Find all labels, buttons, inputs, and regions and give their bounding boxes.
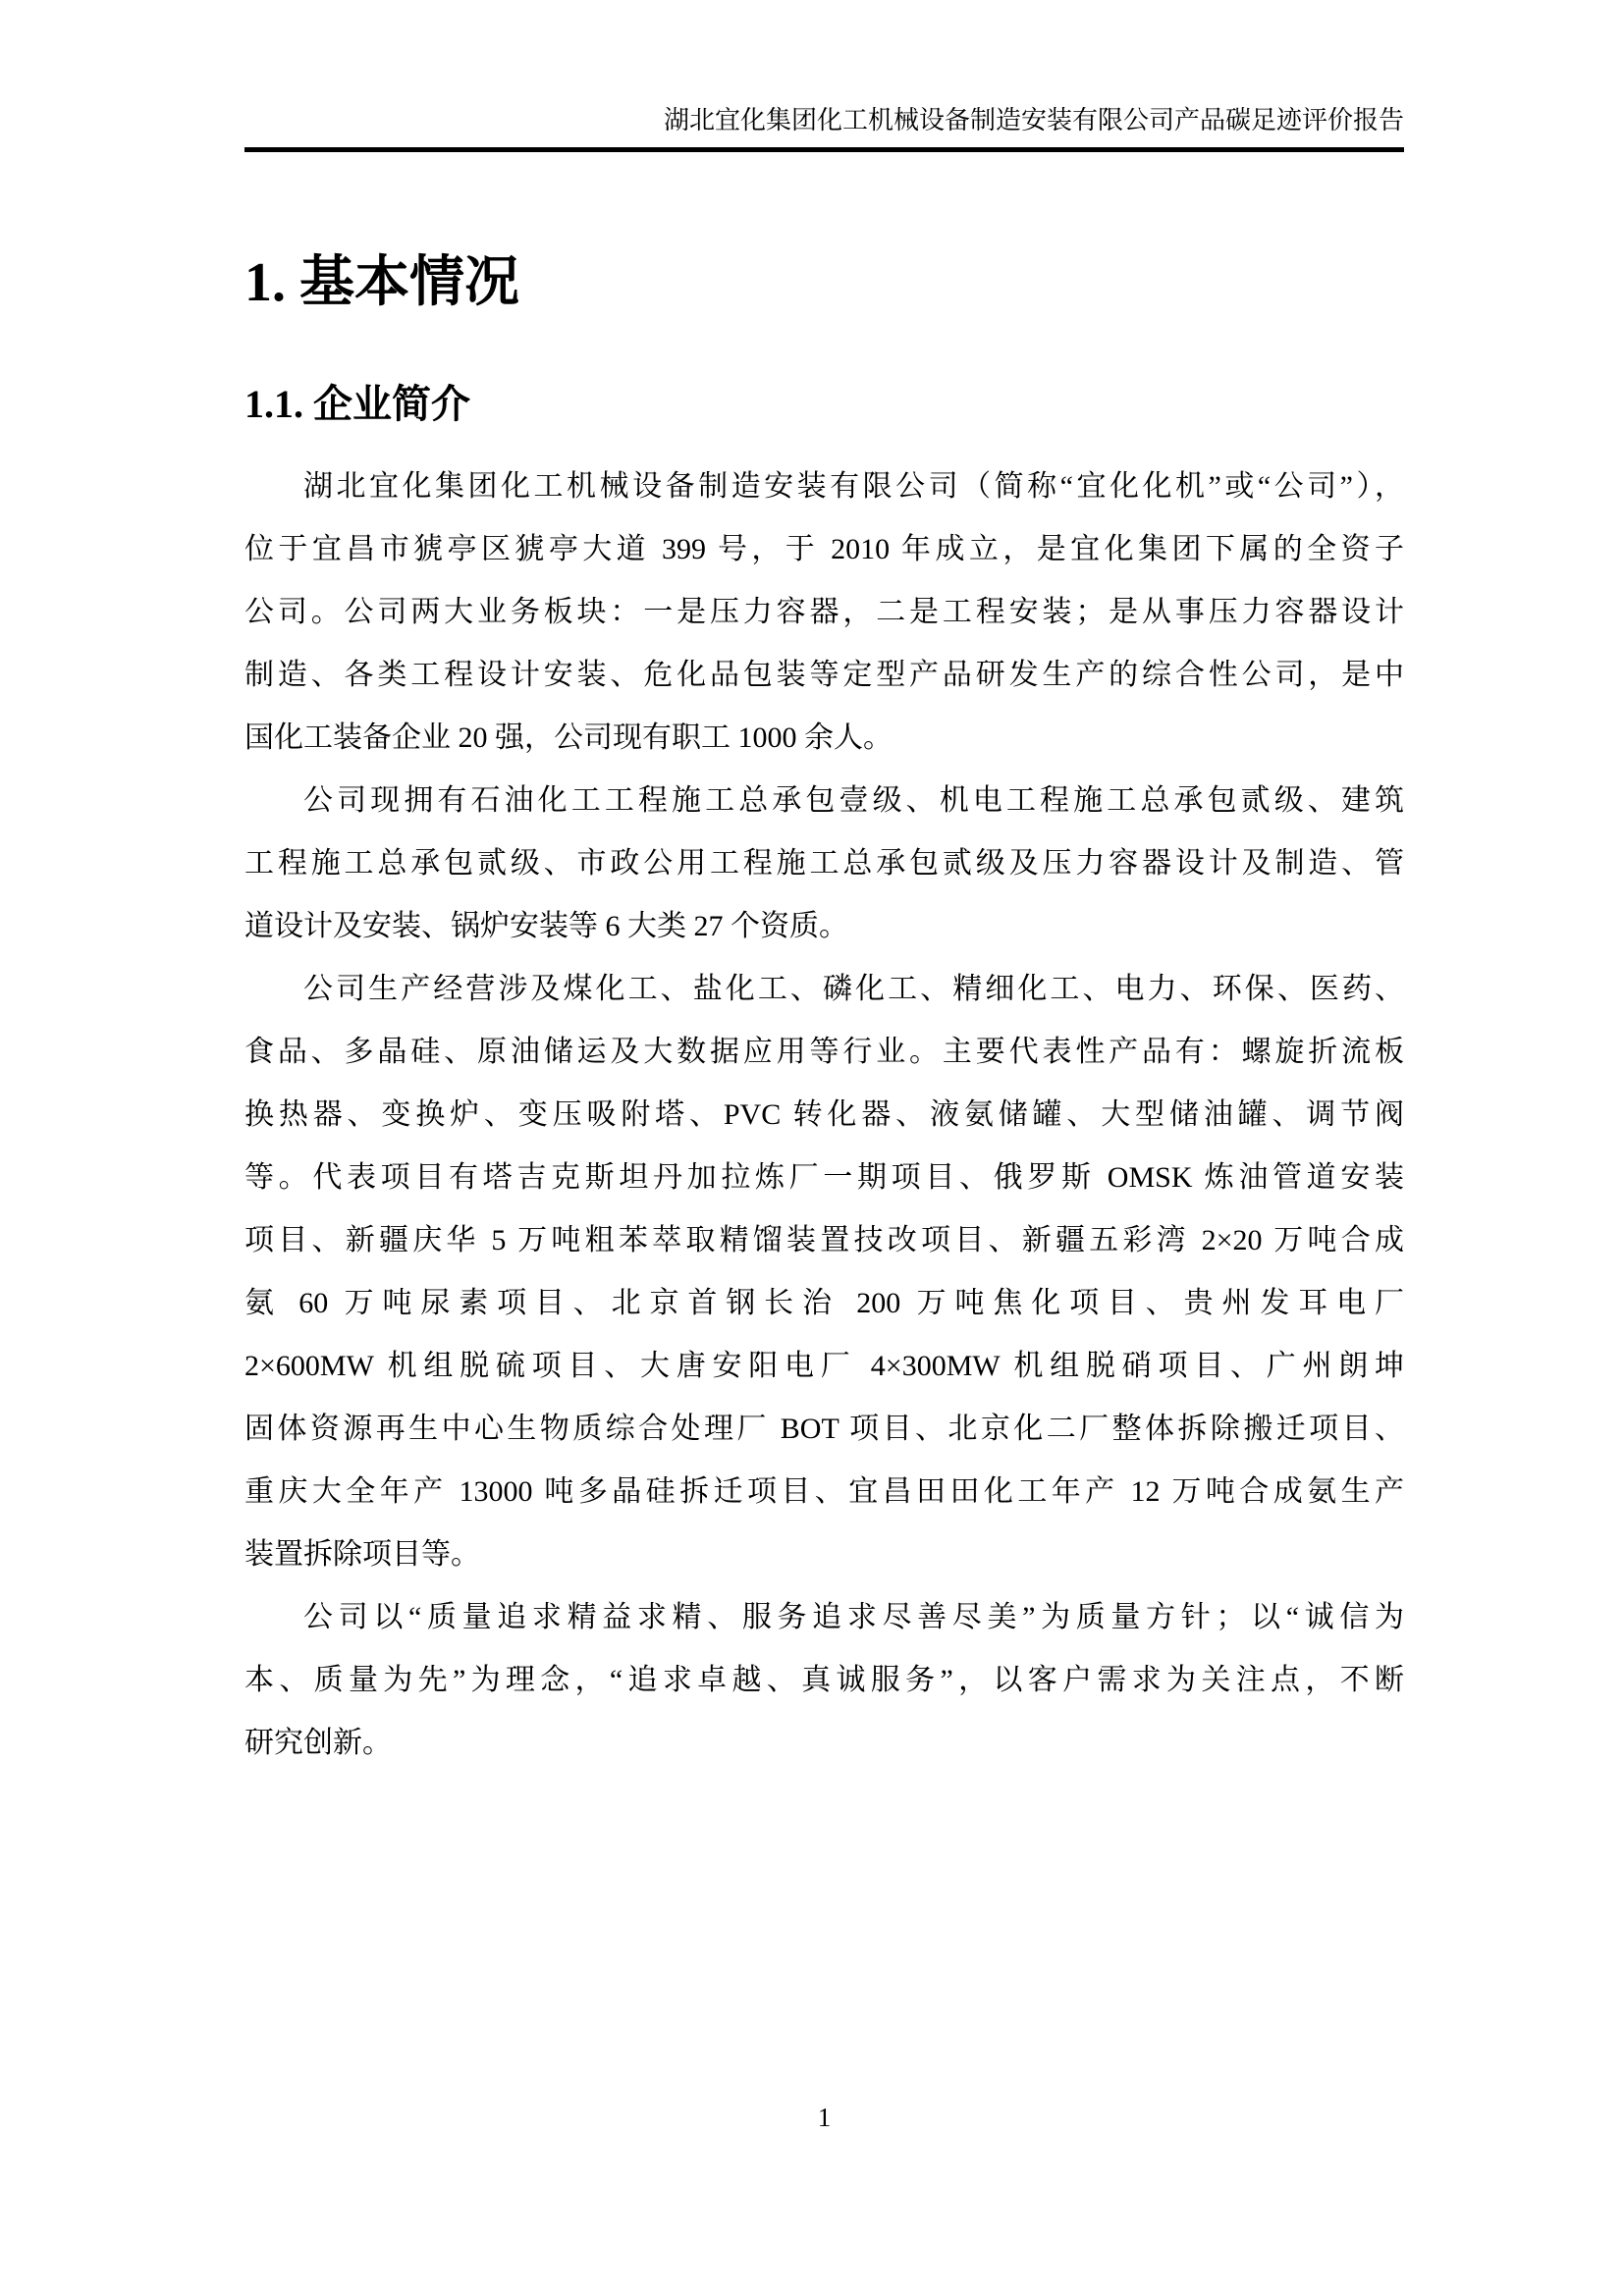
body-paragraphs — [244, 455, 1404, 1775]
body-line: 换热器、变换炉、变压吸附塔、PVC 转化器、液氨储罐、大型储油罐、调节阀 — [244, 1098, 1404, 1131]
body-line: 食品、多晶硅、原油储运及大数据应用等行业。主要代表性产品有：螺旋折流板 — [244, 1036, 1404, 1068]
body-line: 公司。公司两大业务板块：一是压力容器，二是工程安装；是从事压力容器设计 — [244, 596, 1404, 628]
body-line: 位于宜昌市猇亭区猇亭大道 399 号，于 2010 年成立，是宜化集团下属的全资子 — [244, 533, 1404, 565]
body-line: 道设计及安装、锅炉安装等 6 大类 27 个资质。 — [244, 910, 848, 942]
body-line: 本、质量为先”为理念，“追求卓越、真诚服务”，以客户需求为关注点，不断 — [244, 1664, 1404, 1696]
body-line: 氨 60 万吨尿素项目、北京首钢长治 200 万吨焦化项目、贵州发耳电厂 — [244, 1287, 1404, 1319]
body-line: 2×600MW 机组脱硫项目、大唐安阳电厂 4×300MW 机组脱硝项目、广州朗坤 — [244, 1350, 1404, 1382]
body-line: 研究创新。 — [244, 1727, 392, 1759]
body-line: 重庆大全年产 13000 吨多晶硅拆迁项目、宜昌田田化工年产 12 万吨合成氨生产 — [244, 1475, 1404, 1508]
page-header-title: 湖北宜化集团化工机械设备制造安装有限公司产品碳足迹评价报告 — [663, 106, 1404, 134]
body-line: 等。代表项目有塔吉克斯坦丹加拉炼厂一期项目、俄罗斯 OMSK 炼油管道安装 — [244, 1161, 1404, 1194]
section-title: 1.1. 企业简介 — [244, 382, 470, 426]
body-line: 国化工装备企业 20 强，公司现有职工 1000 余人。 — [244, 721, 893, 754]
body-line: 装置拆除项目等。 — [244, 1538, 480, 1571]
body-line: 湖北宜化集团化工机械设备制造安装有限公司（简称“宜化化机”或“公司”）， — [303, 470, 1404, 503]
body-line: 制造、各类工程设计安装、危化品包装等定型产品研发生产的综合性公司，是中 — [244, 659, 1404, 691]
chapter-title: 1. 基本情况 — [244, 252, 519, 313]
body-line: 项目、新疆庆华 5 万吨粗苯萃取精馏装置技改项目、新疆五彩湾 2×20 万吨合成 — [244, 1224, 1404, 1256]
body-line: 工程施工总承包贰级、市政公用工程施工总承包贰级及压力容器设计及制造、管 — [244, 847, 1404, 880]
body-line: 公司现拥有石油化工工程施工总承包壹级、机电工程施工总承包贰级、建筑 — [303, 784, 1404, 817]
body-line: 固体资源再生中心生物质综合处理厂 BOT 项目、北京化二厂整体拆除搬迁项目、 — [244, 1413, 1404, 1445]
page-number: 1 — [817, 2103, 832, 2132]
body-line: 公司以“质量追求精益求精、服务追求尽善尽美”为质量方针；以“诚信为 — [303, 1601, 1404, 1633]
header-rule — [244, 147, 1404, 152]
body-line: 公司生产经营涉及煤化工、盐化工、磷化工、精细化工、电力、环保、医药、 — [303, 973, 1404, 1005]
